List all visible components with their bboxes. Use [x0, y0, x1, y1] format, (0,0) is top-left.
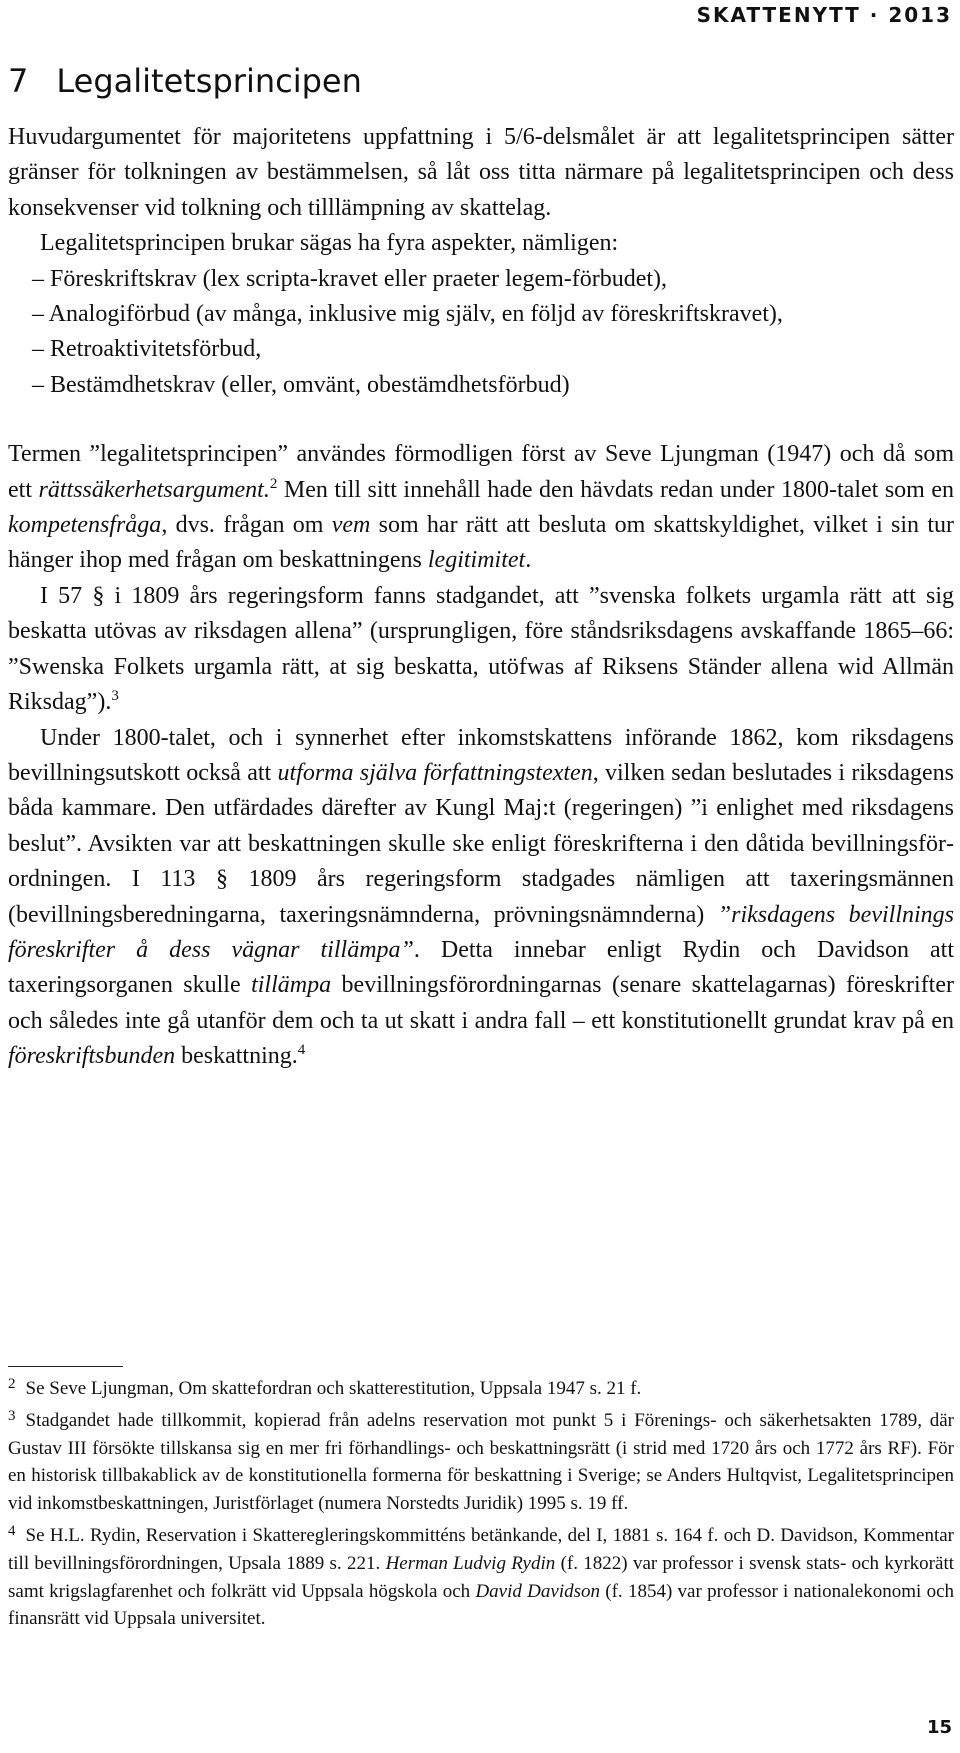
body-text [8, 120, 954, 1075]
section-number: 7 [8, 62, 29, 100]
footnote-divider [8, 1366, 123, 1367]
paragraph-gap [8, 403, 954, 437]
text-run: bevillningsförordningarnas (senare skattelagarnas) föreskrifter och således inte gå utanför dem och ta ut skatt i andra fall – ett konstitutionellt grundat krav på en [8, 972, 954, 1034]
footnote-4 [8, 1522, 954, 1633]
text-run: Under 1800-talet, och i synnerhet efter inkomstskattens införande 1862, kom riksdagens bevillningsutskott också att [8, 724, 954, 786]
text-run: som har rätt att besluta om skattskyldighet, vilket i sin tur hänger ihop med frågan om beskattningens [8, 512, 954, 574]
footnote-number: 4 [8, 1522, 16, 1539]
section-heading [8, 62, 362, 100]
list-item: – Bestämdhetskrav (eller, omvänt, obestämdhetsförbud) [32, 371, 570, 398]
footnotes [8, 1375, 954, 1637]
text-run: beskattning. [175, 1043, 298, 1070]
paragraph-1800-talet [8, 721, 954, 1075]
footnote-ref-2[interactable]: 2 [269, 475, 278, 492]
text-run: Men till sitt innehåll hade den hävdats redan under 1800-talet som en [277, 476, 954, 503]
footnote-ref-3[interactable]: 3 [111, 688, 119, 705]
section-title: Legalitetsprincipen [56, 62, 362, 100]
footnote-ref-4[interactable]: 4 [297, 1042, 306, 1059]
emphasis: tillämpa [251, 972, 332, 999]
paragraph-regeringsform [8, 579, 954, 721]
emphasis: legitimitet [427, 547, 526, 574]
emphasis: kompetensfråga [8, 512, 162, 539]
paragraph-term [8, 437, 954, 579]
footnote-number: 3 [8, 1407, 16, 1424]
text-run: , dvs. frågan om [161, 512, 332, 539]
emphasis: föreskriftsbunden [8, 1043, 176, 1070]
paragraph-aspects-intro: Legalitetsprincipen brukar sägas ha fyra aspekter, nämligen: [40, 230, 619, 257]
aspects-list [8, 262, 954, 404]
emphasis: ”riksdagens bevillnings föreskrifter å dess vägnar tillämpa” [8, 901, 954, 963]
footnote-text: Stadgandet hade tillkommit, kopierad från adelns reservation mot punkt 5 i Förenings- och säkerhetsakten 1789, där Gustav III försökte tillskansa sig en mer fri förhandlings- och beskattningsrätt (i strid med 1720 års och 1772 års RF). För en historisk tillbakablick av de konstitutionella formerna för beskattning i Sverige; se Anders Hultqvist, Legalitetsprincipen vid inkomstbeskattningen, Juristförlaget (numera Norstedts Juridik) 1995 s. 19 ff. [8, 1409, 954, 1515]
list-item: – Retroaktivitetsförbud, [32, 336, 262, 363]
emphasis: rättssäkerhetsargument. [38, 476, 270, 503]
footnote-3 [8, 1407, 954, 1518]
footnote-text: (f. 1822) var professor i svensk stats- och kyrkorätt samt krigslagfarenhet och folkrätt vid Uppsala högskola och [8, 1552, 954, 1602]
footnote-text: (f. 1854) var professor i nationalekonomi och finansrätt vid Uppsala universitet. [8, 1580, 955, 1630]
list-item: – Föreskriftskrav (lex scripta-kravet eller praeter legem-förbudet), [32, 265, 668, 292]
text-run: . Detta innebar enligt Rydin och Davidson att taxeringsorganen skulle [8, 936, 954, 999]
text-run: I 57 § i 1809 års regeringsform fanns stadgandet, att ”svenska folkets urgamla rätt att sig beskatta utövas av riksdagen allena” (ursprungligen, före ståndsriksdagens avskaffande 1865–66: ”Swenska Folkets urgamla rätt, at sig beskatta, utöfwas af Riksens Ständer allena wid Allmän Riksdag”). [8, 582, 954, 716]
text-run: , vilken sedan beslutades i riksdagens båda kammare. Den utfärdades därefter av Kungl Maj:t (regeringen) ”i enlighet med riksdagens beslut”. Avsikten var att beskattningen skulle ske enligt föreskrifterna i den dåtida bevillningsförordningen. I 113 § 1809 års regeringsform stadgades nämligen att taxeringsmännen (bevillningsberedningarna, taxeringsnämnderna, prövningsnämnderna) [8, 759, 955, 928]
footnote-2 [8, 1375, 954, 1403]
page-number: 15 [926, 1717, 952, 1738]
emphasis: vem [331, 512, 371, 539]
running-head: SKATTENYTT · 2013 [696, 3, 952, 27]
footnote-text: Se Seve Ljungman, Om skattefordran och skatterestitution, Uppsala 1947 s. 21 f. [25, 1378, 642, 1399]
emphasis: David Davidson [475, 1580, 600, 1602]
text-run: Termen ”legalitetsprincipen” användes förmodligen först av Seve Ljungman (1947) och då som ett [8, 441, 954, 503]
paragraph-intro: Huvudargumentet för majoritetens uppfattning i 5/6-delsmålet är att legalitetsprincipen sätter gränser för tolkningen av bestämmelsen, så låt oss titta närmare på legalitetsprincipen och dess konsekvenser vid tolkning och tilllämpning av skattelag. [8, 124, 954, 221]
emphasis: utforma själva författningstexten [277, 759, 593, 786]
emphasis: Herman Ludvig Rydin [385, 1552, 556, 1574]
list-item: – Analogiförbud (av många, inklusive mig själv, en följd av föreskriftskravet), [32, 301, 783, 328]
footnote-number: 2 [8, 1376, 16, 1392]
text-run: . [525, 547, 532, 574]
footnote-text: Se H.L. Rydin, Reservation i Skatteregleringskommitténs betänkande, del I, 1881 s. 164 f. och D. Davidson, Kommentar till bevillningsförordningen, Upsala 1889 s. 221. [8, 1524, 954, 1574]
